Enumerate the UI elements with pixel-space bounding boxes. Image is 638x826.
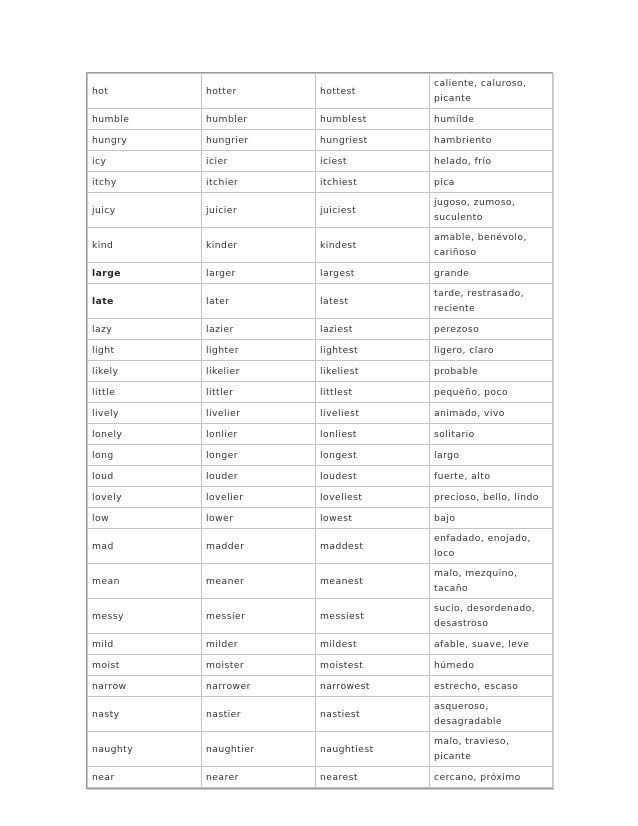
superlative-cell: humblest [316,109,430,130]
spanish-translation-cell: enfadado, enojado, loco [430,529,553,564]
table-body [88,74,553,788]
comparative-cell: lovelier [202,487,316,508]
superlative-cell: hungriest [316,130,430,151]
table-row [88,74,553,109]
comparative-cell: meaner [202,564,316,599]
adjective-table [86,72,553,789]
base-form-cell: large [88,263,202,284]
base-form-cell: little [88,382,202,403]
table-row [88,529,553,564]
superlative-cell: lightest [316,340,430,361]
comparative-cell: humbler [202,109,316,130]
base-form-cell: kind [88,228,202,263]
table-row [88,284,553,319]
comparative-cell: madder [202,529,316,564]
comparative-cell: later [202,284,316,319]
table-row [88,634,553,655]
comparative-cell: larger [202,263,316,284]
base-form-cell: loud [88,466,202,487]
comparison-table [87,73,553,788]
comparative-cell: livelier [202,403,316,424]
spanish-translation-cell: animado, vivo [430,403,553,424]
superlative-cell: nastiest [316,697,430,732]
base-form-cell: mild [88,634,202,655]
spanish-translation-cell: largo [430,445,553,466]
table-row [88,697,553,732]
comparative-cell: lighter [202,340,316,361]
base-form-cell: juicy [88,193,202,228]
spanish-translation-cell: caliente, caluroso, picante [430,74,553,109]
comparative-cell: louder [202,466,316,487]
superlative-cell: largest [316,263,430,284]
base-form-cell: moist [88,655,202,676]
spanish-translation-cell: ligero, claro [430,340,553,361]
table-row [88,445,553,466]
table-row [88,382,553,403]
superlative-cell: liveliest [316,403,430,424]
spanish-translation-cell: pequeño, poco [430,382,553,403]
superlative-cell: latest [316,284,430,319]
table-row [88,508,553,529]
spanish-translation-cell: húmedo [430,655,553,676]
superlative-cell: hottest [316,74,430,109]
table-row [88,732,553,767]
table-row [88,172,553,193]
superlative-cell: loveliest [316,487,430,508]
spanish-translation-cell: cercano, próximo [430,767,553,788]
base-form-cell: lonely [88,424,202,445]
spanish-translation-cell: tarde, restrasado, reciente [430,284,553,319]
spanish-translation-cell: malo, mezquino, tacaño [430,564,553,599]
spanish-translation-cell: jugoso, zumoso, suculento [430,193,553,228]
table-row [88,655,553,676]
base-form-cell: narrow [88,676,202,697]
table-row [88,130,553,151]
superlative-cell: loudest [316,466,430,487]
comparative-cell: lonlier [202,424,316,445]
base-form-cell: low [88,508,202,529]
spanish-translation-cell: perezoso [430,319,553,340]
superlative-cell: maddest [316,529,430,564]
base-form-cell: icy [88,151,202,172]
superlative-cell: lowest [316,508,430,529]
base-form-cell: humble [88,109,202,130]
table-row [88,487,553,508]
superlative-cell: itchiest [316,172,430,193]
spanish-translation-cell: helado, frío [430,151,553,172]
table-row [88,564,553,599]
base-form-cell: lazy [88,319,202,340]
comparative-cell: littler [202,382,316,403]
base-form-cell: lively [88,403,202,424]
table-row [88,424,553,445]
spanish-translation-cell: solitario [430,424,553,445]
comparative-cell: kinder [202,228,316,263]
base-form-cell: hot [88,74,202,109]
base-form-cell: messy [88,599,202,634]
comparative-cell: hotter [202,74,316,109]
table-row [88,403,553,424]
spanish-translation-cell: precioso, bello, lindo [430,487,553,508]
spanish-translation-cell: estrecho, escaso [430,676,553,697]
spanish-translation-cell: humilde [430,109,553,130]
comparative-cell: hungrier [202,130,316,151]
table-row [88,599,553,634]
spanish-translation-cell: fuerte, alto [430,466,553,487]
table-row [88,340,553,361]
table-row [88,228,553,263]
table-row [88,263,553,284]
table-row [88,466,553,487]
table-row [88,361,553,382]
spanish-translation-cell: hambriento [430,130,553,151]
spanish-translation-cell: malo, travieso, picante [430,732,553,767]
superlative-cell: moistest [316,655,430,676]
base-form-cell: nasty [88,697,202,732]
superlative-cell: iciest [316,151,430,172]
base-form-cell: likely [88,361,202,382]
base-form-cell: near [88,767,202,788]
spanish-translation-cell: sucio, desordenado, desastroso [430,599,553,634]
comparative-cell: likelier [202,361,316,382]
comparative-cell: juicier [202,193,316,228]
superlative-cell: nearest [316,767,430,788]
superlative-cell: juiciest [316,193,430,228]
comparative-cell: lower [202,508,316,529]
spanish-translation-cell: pica [430,172,553,193]
superlative-cell: longest [316,445,430,466]
base-form-cell: hungry [88,130,202,151]
superlative-cell: likeliest [316,361,430,382]
comparative-cell: naughtier [202,732,316,767]
base-form-cell: mad [88,529,202,564]
superlative-cell: narrowest [316,676,430,697]
table-row [88,151,553,172]
comparative-cell: moister [202,655,316,676]
table-row [88,767,553,788]
table-row [88,319,553,340]
comparative-cell: lazier [202,319,316,340]
table-row [88,193,553,228]
spanish-translation-cell: asqueroso, desagradable [430,697,553,732]
base-form-cell: light [88,340,202,361]
base-form-cell: itchy [88,172,202,193]
comparative-cell: nastier [202,697,316,732]
base-form-cell: long [88,445,202,466]
superlative-cell: messiest [316,599,430,634]
superlative-cell: littlest [316,382,430,403]
table-row [88,109,553,130]
superlative-cell: lonliest [316,424,430,445]
comparative-cell: milder [202,634,316,655]
superlative-cell: kindest [316,228,430,263]
comparative-cell: icier [202,151,316,172]
comparative-cell: messier [202,599,316,634]
comparative-cell: longer [202,445,316,466]
superlative-cell: meanest [316,564,430,599]
base-form-cell: mean [88,564,202,599]
superlative-cell: laziest [316,319,430,340]
comparative-cell: narrower [202,676,316,697]
spanish-translation-cell: amable, benévolo, cariñoso [430,228,553,263]
spanish-translation-cell: bajo [430,508,553,529]
comparative-cell: itchier [202,172,316,193]
base-form-cell: late [88,284,202,319]
comparative-cell: nearer [202,767,316,788]
base-form-cell: naughty [88,732,202,767]
superlative-cell: naughtiest [316,732,430,767]
spanish-translation-cell: probable [430,361,553,382]
spanish-translation-cell: grande [430,263,553,284]
table-row [88,676,553,697]
spanish-translation-cell: afable, suave, leve [430,634,553,655]
superlative-cell: mildest [316,634,430,655]
base-form-cell: lovely [88,487,202,508]
